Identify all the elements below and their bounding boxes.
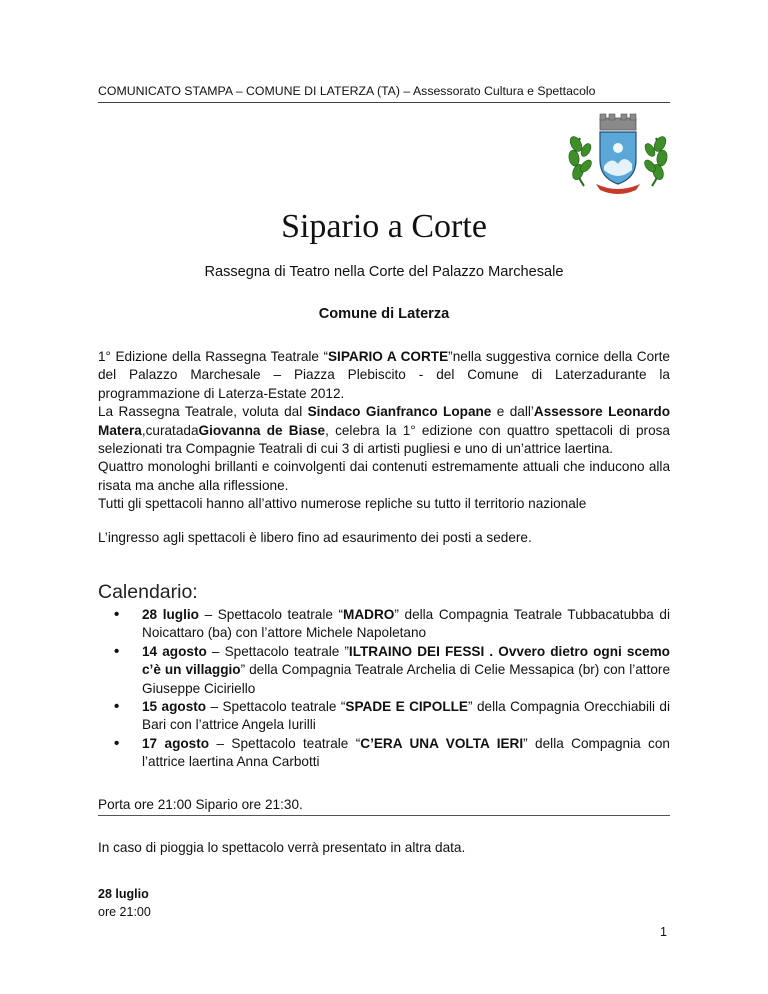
event-date: 17 agosto — [142, 735, 210, 751]
curatrice-name: Giovanna de Biase — [198, 422, 326, 438]
coat-of-arms-icon — [566, 110, 670, 194]
intro-paragraph-1 — [98, 348, 670, 403]
event-date: 14 agosto — [142, 643, 207, 659]
show-title: ILTRAINO DEI FESSI . Ovvero dietro ogni scemo c’è un villaggio — [142, 643, 670, 678]
intro-paragraph-2 — [98, 403, 670, 458]
show-title: C’ERA UNA VOLTA IERI — [360, 735, 524, 751]
show-title: MADRO — [343, 607, 395, 622]
bullet-icon: • — [114, 606, 120, 623]
pioggia-note: In caso di pioggia lo spettacolo verrà presentato in altra data. — [98, 840, 466, 855]
text-run: – Spettacolo teatrale “ — [209, 735, 361, 751]
text-run: – Spettacolo teatrale “ — [206, 699, 346, 715]
text-run: 1° Edizione della Rassegna Teatrale “ — [98, 349, 328, 364]
text-run: ” della Compagnia con l’attrice laertina Anna Carbotti — [142, 735, 670, 770]
list-item — [108, 698, 670, 735]
calendario-list — [108, 606, 670, 772]
list-item — [108, 643, 670, 698]
list-item — [108, 606, 670, 643]
text-run: ” della Compagnia Teatrale Tubbacatubba di Noicattaro (ba) con l’attore Michele Napoletano — [142, 607, 671, 641]
text-run: – Spettacolo teatrale ” — [206, 643, 349, 659]
text-run: ” della Compagnia Teatrale Archelia di Celie Messapica (br) con l’attore Giuseppe Ciciriello — [142, 662, 671, 696]
list-item — [108, 735, 670, 772]
event-date: 28 luglio — [142, 607, 199, 622]
text-run: , celebra la 1° edizione con quattro spettacoli di prosa selezionati tra Compagnie Teatrali di cui 3 di artisti pugliesi e uno di un’attrice laertina. — [98, 422, 670, 457]
rassegna-name: SIPARIO A CORTE — [327, 349, 449, 364]
bullet-icon: • — [114, 734, 120, 752]
footer-date: 28 luglio — [98, 887, 149, 901]
document-title: Sipario a Corte — [281, 208, 487, 245]
event-date: 15 agosto — [142, 699, 207, 715]
intro-paragraph-3: Quattro monologhi brillanti e coinvolgenti dai contenuti estremamente attuali che inducono alla risata ma anche alla riflessione. — [98, 459, 670, 493]
text-run: ,curatada — [141, 422, 199, 438]
page-number: 1 — [660, 925, 667, 939]
comune-heading: Comune di Laterza — [318, 306, 450, 322]
show-title: SPADE E CIPOLLE — [345, 699, 469, 715]
intro-paragraph-4: Tutti gli spettacoli hanno all’attivo numerose repliche su tutto il territorio nazionale — [98, 496, 587, 512]
text-run: ” della Compagnia Orecchiabili di Bari con l’attrice Angela Iurilli — [142, 699, 670, 733]
text-run: ”nella suggestiva cornice della Corte del Palazzo Marchesale – Piazza Plebiscito - del Comune di Laterzadurante la programmazione di Laterza-Estate 2012. — [98, 349, 670, 401]
orario-note: Porta ore 21:00 Sipario ore 21:30. — [98, 797, 670, 816]
document-subtitle: Rassegna di Teatro nella Corte del Palazzo Marchesale — [204, 264, 564, 280]
text-run: La Rassegna Teatrale, voluta dal — [98, 404, 308, 420]
text-run: – Spettacolo teatrale “ — [198, 607, 344, 622]
assessore-name: Assessore Leonardo Matera — [98, 404, 670, 438]
ingresso-note: L’ingresso agli spettacoli è libero fino ad esaurimento dei posti a sedere. — [98, 530, 532, 545]
page-header: COMUNICATO STAMPA – COMUNE DI LATERZA (TA) – Assessorato Cultura e Spettacolo — [98, 84, 670, 103]
sindaco-name: Sindaco Gianfranco Lopane — [307, 404, 492, 420]
text-run: e dall’ — [491, 404, 534, 420]
intro-section — [98, 348, 670, 514]
bullet-icon: • — [114, 642, 120, 660]
footer-time: ore 21:00 — [98, 905, 151, 919]
calendario-heading: Calendario: — [98, 581, 198, 603]
bullet-icon: • — [114, 698, 120, 716]
